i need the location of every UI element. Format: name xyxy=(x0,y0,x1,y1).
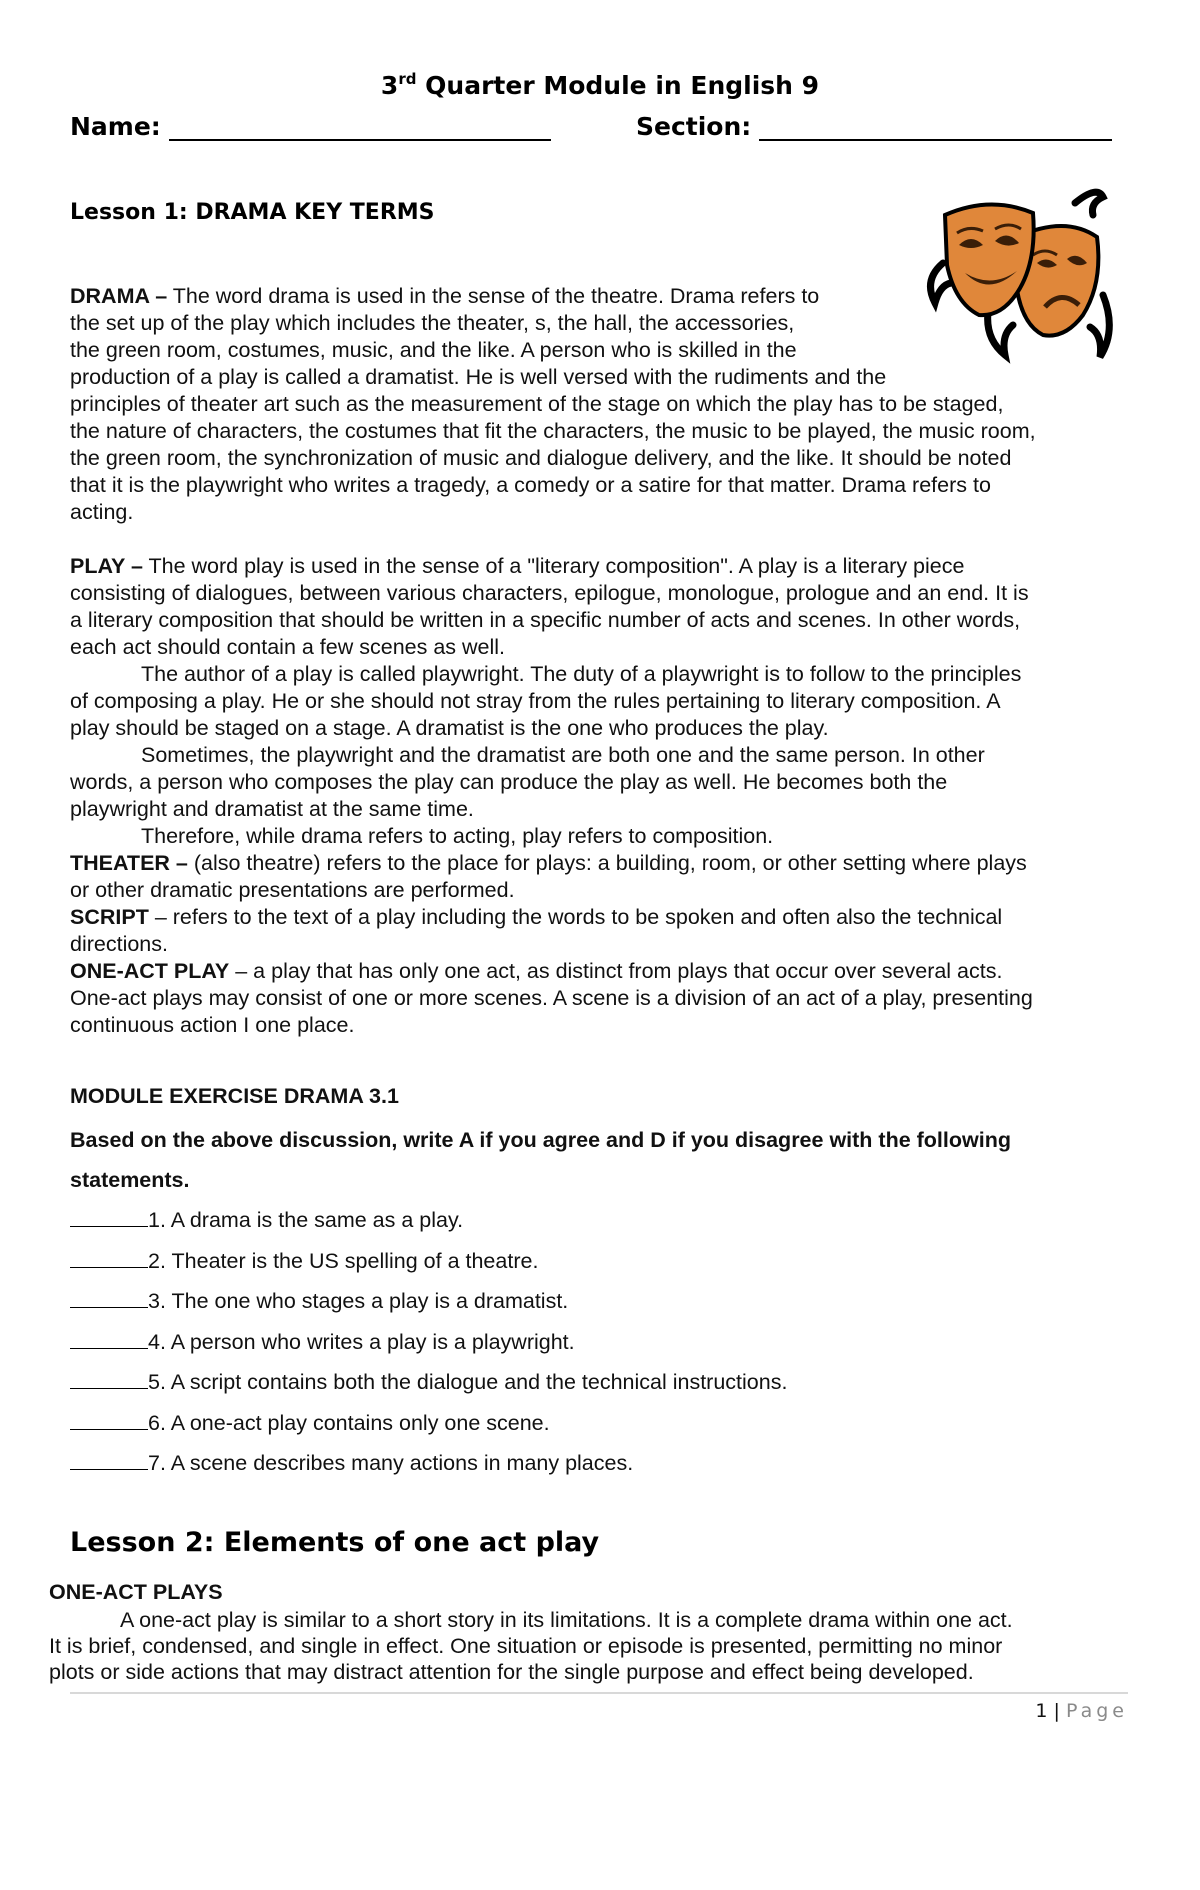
drama-line-2: the set up of the play which includes the theater, s, the hall, the accessories, xyxy=(70,311,795,335)
name-label: Name: xyxy=(70,112,161,141)
drama-line-6: the nature of characters, the costumes that fit the characters, the music to be played, the music room, xyxy=(70,419,1036,443)
one-act-plays-heading: ONE-ACT PLAYS xyxy=(49,1580,223,1604)
playwright-line-3: play should be staged on a stage. A dramatist is the one who produces the play. xyxy=(70,716,829,740)
drama-line-5: principles of theater art such as the measurement of the stage on which the play has to be staged, xyxy=(70,392,1004,416)
play-line-3: a literary composition that should be written in a specific number of acts and scenes. In other words, xyxy=(70,608,1021,632)
page-number: 1 xyxy=(1035,1700,1048,1722)
same-person-line-2: words, a person who composes the play can produce the play as well. He becomes both the xyxy=(70,770,948,794)
section-field[interactable] xyxy=(636,112,1112,141)
script-line-2: directions. xyxy=(70,932,168,956)
theater-line-2: or other dramatic presentations are performed. xyxy=(70,878,515,902)
one-act-plays-text xyxy=(49,1607,1139,1685)
lesson2-line-3: plots or side actions that may distract attention for the single purpose and effect being developed. xyxy=(49,1660,974,1684)
script-line-1: SCRIPT – refers to the text of a play including the words to be spoken and often also the technical xyxy=(70,905,1003,929)
exercise-item: 5. A script contains both the dialogue and the technical instructions. xyxy=(70,1362,1130,1403)
exercise-instruction: Based on the above discussion, write A if you agree and D if you disagree with the following statements. xyxy=(70,1128,1011,1192)
same-person-line-1: Sometimes, the playwright and the dramatist are both one and the same person. In other xyxy=(141,743,985,767)
play-line-4: each act should contain a few scenes as well. xyxy=(70,635,506,659)
footer-divider xyxy=(70,1692,1128,1694)
play-line-2: consisting of dialogues, between various characters, epilogue, monologue, prologue and an end. It is xyxy=(70,581,1029,605)
drama-line-7: the green room, the synchronization of music and dialogue delivery, and the like. It should be noted xyxy=(70,446,1012,470)
play-line-1: PLAY – The word play is used in the sense of a "literary composition". A play is a literary piece xyxy=(70,554,965,578)
answer-blank[interactable] xyxy=(70,1289,148,1308)
answer-blank[interactable] xyxy=(70,1208,148,1227)
page-footer xyxy=(1035,1700,1128,1722)
answer-blank[interactable] xyxy=(70,1411,148,1430)
answer-blank[interactable] xyxy=(70,1330,148,1349)
oneact-term: ONE-ACT PLAY xyxy=(70,959,230,983)
oneact-line-3: continuous action I one place. xyxy=(70,1013,355,1037)
same-person-line-3: playwright and dramatist at the same time. xyxy=(70,797,474,821)
answer-blank[interactable] xyxy=(70,1370,148,1389)
drama-line-1: DRAMA – The word drama is used in the sense of the theatre. Drama refers to xyxy=(70,284,820,308)
lesson-1-heading: Lesson 1: DRAMA KEY TERMS xyxy=(70,200,435,225)
drama-term: DRAMA – xyxy=(70,284,168,308)
lesson2-line-1: A one-act play is similar to a short story in its limitations. It is a complete drama within one act. xyxy=(120,1608,1013,1632)
playwright-line-2: of composing a play. He or she should not stray from the rules pertaining to literary composition. A xyxy=(70,689,1001,713)
oneact-line-2: One-act plays may consist of one or more scenes. A scene is a division of an act of a play, presenting xyxy=(70,986,1033,1010)
section-blank[interactable] xyxy=(759,115,1112,141)
exercise-item: 6. A one-act play contains only one scene. xyxy=(70,1403,1130,1444)
answer-blank[interactable] xyxy=(70,1451,148,1470)
drama-line-8: that it is the playwright who writes a tragedy, a comedy or a satire for that matter. Drama refers to xyxy=(70,473,991,497)
theater-term: THEATER – xyxy=(70,851,188,875)
drama-line-3: the green room, costumes, music, and the like. A person who is skilled in the xyxy=(70,338,797,362)
name-field[interactable] xyxy=(70,112,551,141)
page-title: 3rd Quarter Module in English 9 xyxy=(380,70,820,100)
lesson2-line-2: It is brief, condensed, and single in effect. One situation or episode is presented, permitting no minor xyxy=(49,1634,1003,1658)
playwright-line-1: The author of a play is called playwright. The duty of a playwright is to follow to the principles xyxy=(141,662,1022,686)
page-word: Page xyxy=(1066,1700,1128,1722)
name-blank[interactable] xyxy=(169,115,551,141)
oneact-line-1: ONE-ACT PLAY – a play that has only one act, as distinct from plays that occur over several acts. xyxy=(70,959,1003,983)
exercise-item: 3. The one who stages a play is a dramatist. xyxy=(70,1281,1130,1322)
drama-line-4: production of a play is called a dramatist. He is well versed with the rudiments and the xyxy=(70,365,887,389)
play-definition xyxy=(70,553,1033,1039)
exercise-item: 7. A scene describes many actions in many places. xyxy=(70,1443,1130,1484)
page-separator: | xyxy=(1053,1700,1060,1722)
drama-line-9: acting. xyxy=(70,500,134,524)
exercise-item: 1. A drama is the same as a play. xyxy=(70,1200,1130,1241)
drama-definition xyxy=(70,283,1036,526)
therefore-line: Therefore, while drama refers to acting, play refers to composition. xyxy=(141,824,774,848)
script-term: SCRIPT xyxy=(70,905,149,929)
section-label: Section: xyxy=(636,112,752,141)
answer-blank[interactable] xyxy=(70,1249,148,1268)
exercise-item: 2. Theater is the US spelling of a theatre. xyxy=(70,1241,1130,1282)
exercise-title: MODULE EXERCISE DRAMA 3.1 xyxy=(70,1084,399,1108)
exercise-item: 4. A person who writes a play is a playwright. xyxy=(70,1322,1130,1363)
module-exercise xyxy=(70,1083,1130,1484)
exercise-list xyxy=(70,1200,1130,1484)
play-term: PLAY – xyxy=(70,554,143,578)
theater-line-1: THEATER – (also theatre) refers to the place for plays: a building, room, or other setting where plays xyxy=(70,851,1027,875)
lesson-2-heading: Lesson 2: Elements of one act play xyxy=(70,1527,600,1558)
